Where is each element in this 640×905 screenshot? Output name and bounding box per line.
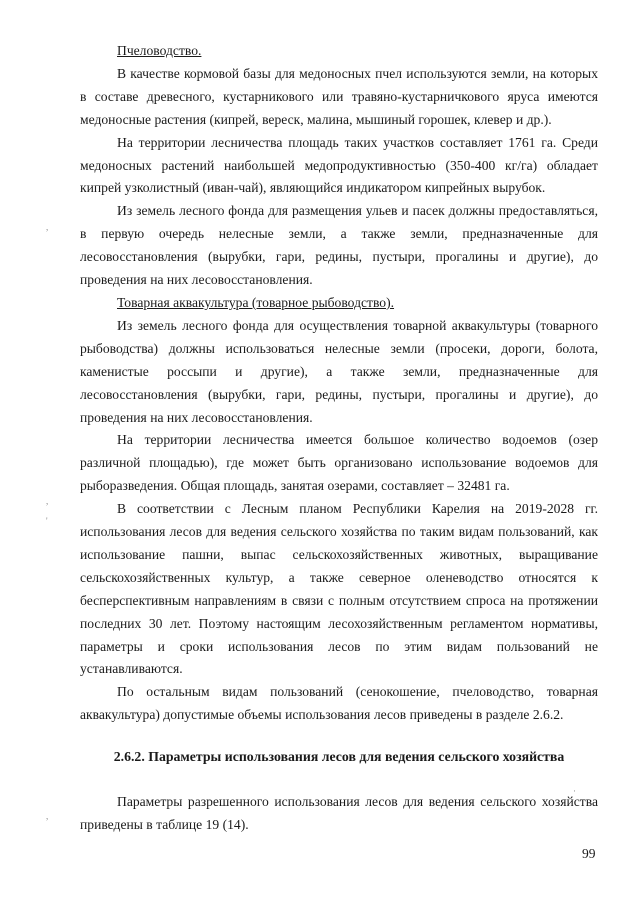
scan-speck: , [46,496,49,506]
paragraph-parameters: Параметры разрешенного использования лесов для ведения сельского хозяйства приведены в таблице 19 (14). [80,794,598,832]
page-number: 99 [582,846,596,861]
paragraph-beekeeping-base: В качестве кормовой базы для медоносных пчел используются земли, на которых в составе древесного, кустарникового или травяно-кустарничкового яруса имеются медоносные растения (кипрей, вереск, малина, мышиный горошек, клевер и др.). [80,65,598,127]
page-content [80,40,598,837]
section-heading: 2.6.2. Параметры использования лесов для ведения сельского хозяйства [113,749,565,765]
paragraph-hive-placement: Из земель лесного фонда для размещения ульев и пасек должны предоставляться, в первую очередь нелесные земли, а также земли, предназначенные для лесовосстановления (вырубки, гари, редины, пустыри, прогалины и другие), до проведения на них лесовосстановления. [80,203,598,288]
paragraph-water-bodies: На территории лесничества имеется большое количество водоемов (озер различной площадью), где может быть организовано использование водоемов для рыборазведения. Общая площадь, занятая озерами, составляет – 32481 га. [80,432,598,494]
beekeeping-heading: Пчеловодство. [117,43,202,58]
paragraph-forest-plan: В соответствии с Лесным планом Республики Карелия на 2019-2028 гг. использования лесов для ведения сельского хозяйства по таким видам пользований, как использование пашни, выпас сельскохозяйственных животных, выращивание сельскохозяйственных культур, а также северное оленеводство относятся к бесперспективным направлениям в связи с полным отсутствием спроса на протяжении последних 30 лет. Поэтому настоящим лесохозяйственным регламентом нормативы, параметры и сроки использования лесов по этим видам пользований не устанавливаются. [80,501,598,677]
scan-speck: , [46,222,49,232]
paragraph-aquaculture-lands: Из земель лесного фонда для осуществления товарной аквакультуры (товарного рыбоводства) должны использоваться нелесные земли (просеки, дороги, болота, каменистые россыпи и другие), а также земли, предназначенные для лесовосстановления (вырубки, гари, редины, пустыри, прогалины и другие), до проведения на них лесовосстановления. [80,317,598,425]
paragraph-honey-area: На территории лесничества площадь таких участков составляет 1761 га. Среди медоносных растений наибольшей медопродуктивностью (350-400 кг/га) обладает кипрей узколистный (иван-чай), являющийся индикатором кипрейных вырубок. [80,134,598,196]
scan-speck: , [46,811,49,821]
paragraph-other-uses: По остальным видам пользований (сенокошение, пчеловодство, товарная аквакультура) допустимые объемы использования лесов приведены в разделе 2.6.2. [80,684,598,723]
scan-speck: ' [46,516,48,526]
aquaculture-heading: Товарная аквакультура (товарное рыбоводство). [117,294,395,310]
scan-speck: · [573,786,576,796]
